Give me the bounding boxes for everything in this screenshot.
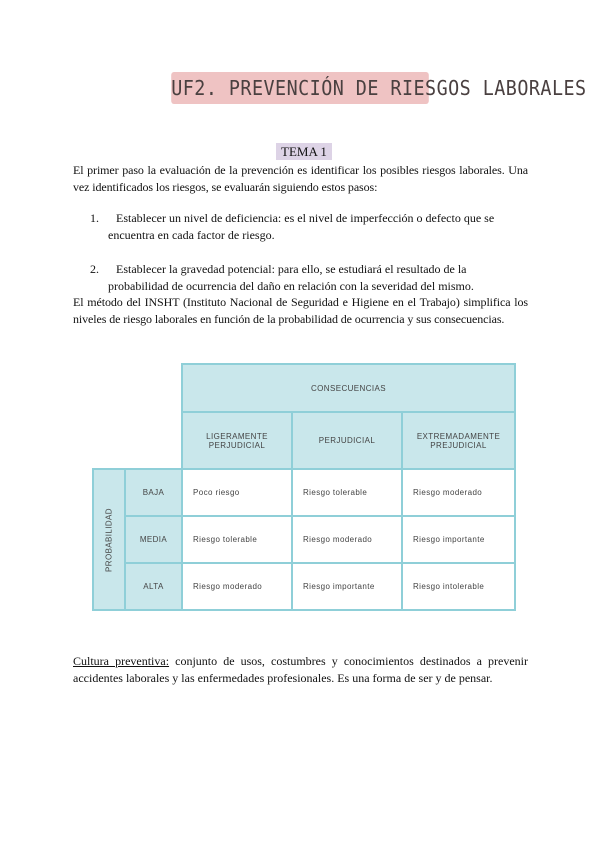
table-cell: Riesgo tolerable: [181, 515, 293, 564]
cultura-text: conjunto de usos, costumbres y conocimientos destinados a prevenir accidentes laborales y las enfermedades profesionales. Es una forma de ser y de pensar.: [73, 654, 528, 685]
list-item-text-line2: encuentra en cada factor de riesgo.: [108, 228, 275, 242]
probabilidad-label: [92, 468, 126, 611]
table-cell: Riesgo moderado: [401, 468, 516, 517]
table-cell: Riesgo moderado: [181, 562, 293, 611]
cultura-paragraph: [73, 653, 528, 687]
row-label-baja: BAJA: [124, 468, 183, 517]
risk-matrix: [92, 363, 516, 611]
list-item-number: 1.: [90, 211, 99, 225]
consecuencias-header: CONSECUENCIAS: [181, 363, 516, 413]
table-cell: Riesgo intolerable: [401, 562, 516, 611]
table-cell: Riesgo moderado: [291, 515, 403, 564]
section-heading: TEMA 1: [276, 143, 332, 160]
column-header: PERJUDICIAL: [291, 411, 403, 470]
intro-paragraph: El primer paso la evaluación de la prevención es identificar los posibles riesgos laborales. Una vez identificados los riesgos, se evaluarán siguiendo estos pasos:: [73, 163, 528, 194]
row-label-alta: ALTA: [124, 562, 183, 611]
table-cell: Riesgo tolerable: [291, 468, 403, 517]
list-item: [90, 210, 528, 244]
list-item-text-line1: Establecer un nivel de deficiencia: es el nivel de imperfección o defecto que se: [116, 211, 495, 225]
table-cell: Poco riesgo: [181, 468, 293, 517]
column-header: LIGERAMENTE PERJUDICIAL: [181, 411, 293, 470]
list-item-text-line1: Establecer la gravedad potencial: para ello, se estudiará el resultado de la: [116, 262, 467, 276]
column-header: EXTREMADAMENTE PREJUDICIAL: [401, 411, 516, 470]
probabilidad-text: PROBABILIDAD: [104, 507, 114, 572]
page-title: UF2. PREVENCIÓN DE RIESGOS LABORALES: [171, 72, 429, 104]
list-item: [90, 261, 528, 295]
table-cell: Riesgo importante: [401, 515, 516, 564]
table-cell: Riesgo importante: [291, 562, 403, 611]
list-item-text-line2: probabilidad de ocurrencia del daño en relación con la severidad del mismo.: [108, 279, 474, 293]
cultura-term: Cultura preventiva:: [73, 654, 170, 668]
insht-paragraph: El método del INSHT (Instituto Nacional de Seguridad e Higiene en el Trabajo) simplifica los niveles de riesgo laborales en función de la probabilidad de ocurrencia y sus consecuencias.: [73, 295, 528, 326]
row-label-media: MEDIA: [124, 515, 183, 564]
list-item-number: 2.: [90, 262, 99, 276]
